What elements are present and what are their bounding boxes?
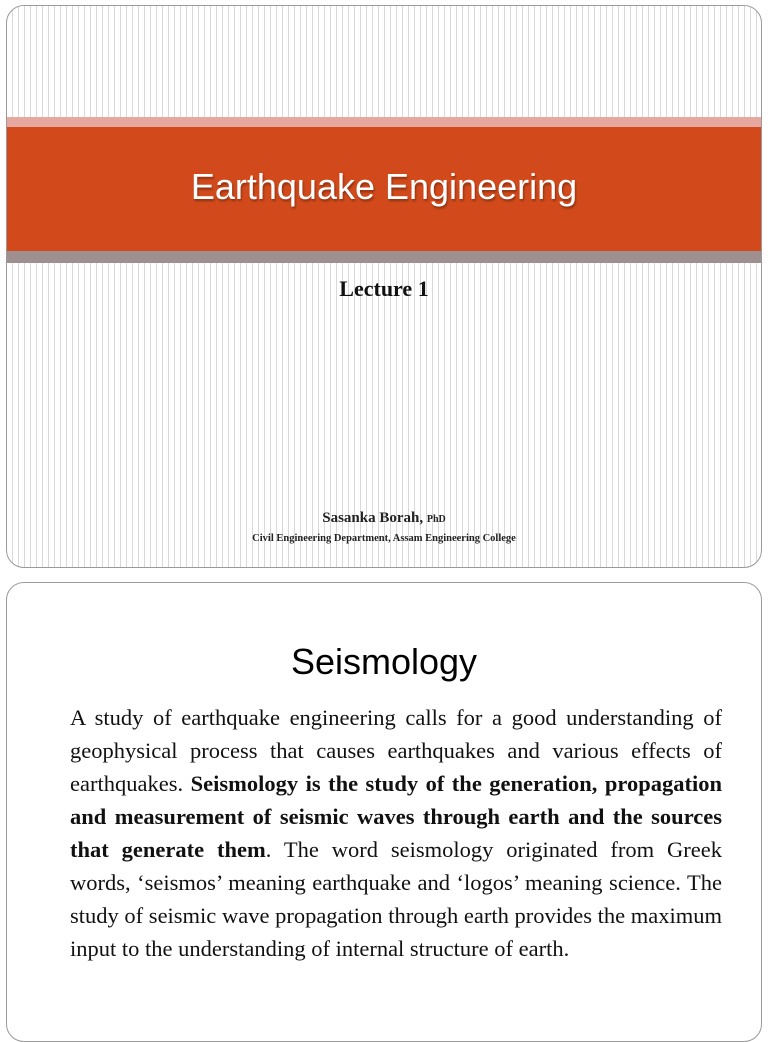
slide-body-text [70, 701, 722, 965]
body-text-intro: A study of earthquake engineering calls for a good understanding of geophysical process that causes earthquakes and various effects of earthquakes. [70, 705, 722, 796]
slide-title: Earthquake Engineering [190, 166, 578, 207]
body-text-definition: Seismology is the study of the generation, propagation and measurement of seismic waves through earth and the sources that generate them [70, 771, 723, 862]
title-slide [6, 5, 762, 568]
slide-heading: Seismology [290, 641, 478, 682]
author-affiliation: Civil Engineering Department, Assam Engineering College [252, 533, 516, 544]
author-degree: PhD [426, 514, 446, 525]
author-line [7, 510, 761, 527]
bottom-accent-stripe [7, 251, 761, 263]
slide-subtitle: Lecture 1 [339, 276, 429, 301]
author-name: Sasanka Borah, [322, 510, 424, 526]
body-text-etymology: . The word seismology originated from Greek words, ‘seismos’ meaning earthquake and ‘logos’ meaning science. The study of seismic wave propagation through earth provides the maximum input to the understanding of internal structure of earth. [70, 837, 722, 961]
top-accent-stripe [7, 117, 761, 127]
content-slide [6, 582, 762, 1042]
